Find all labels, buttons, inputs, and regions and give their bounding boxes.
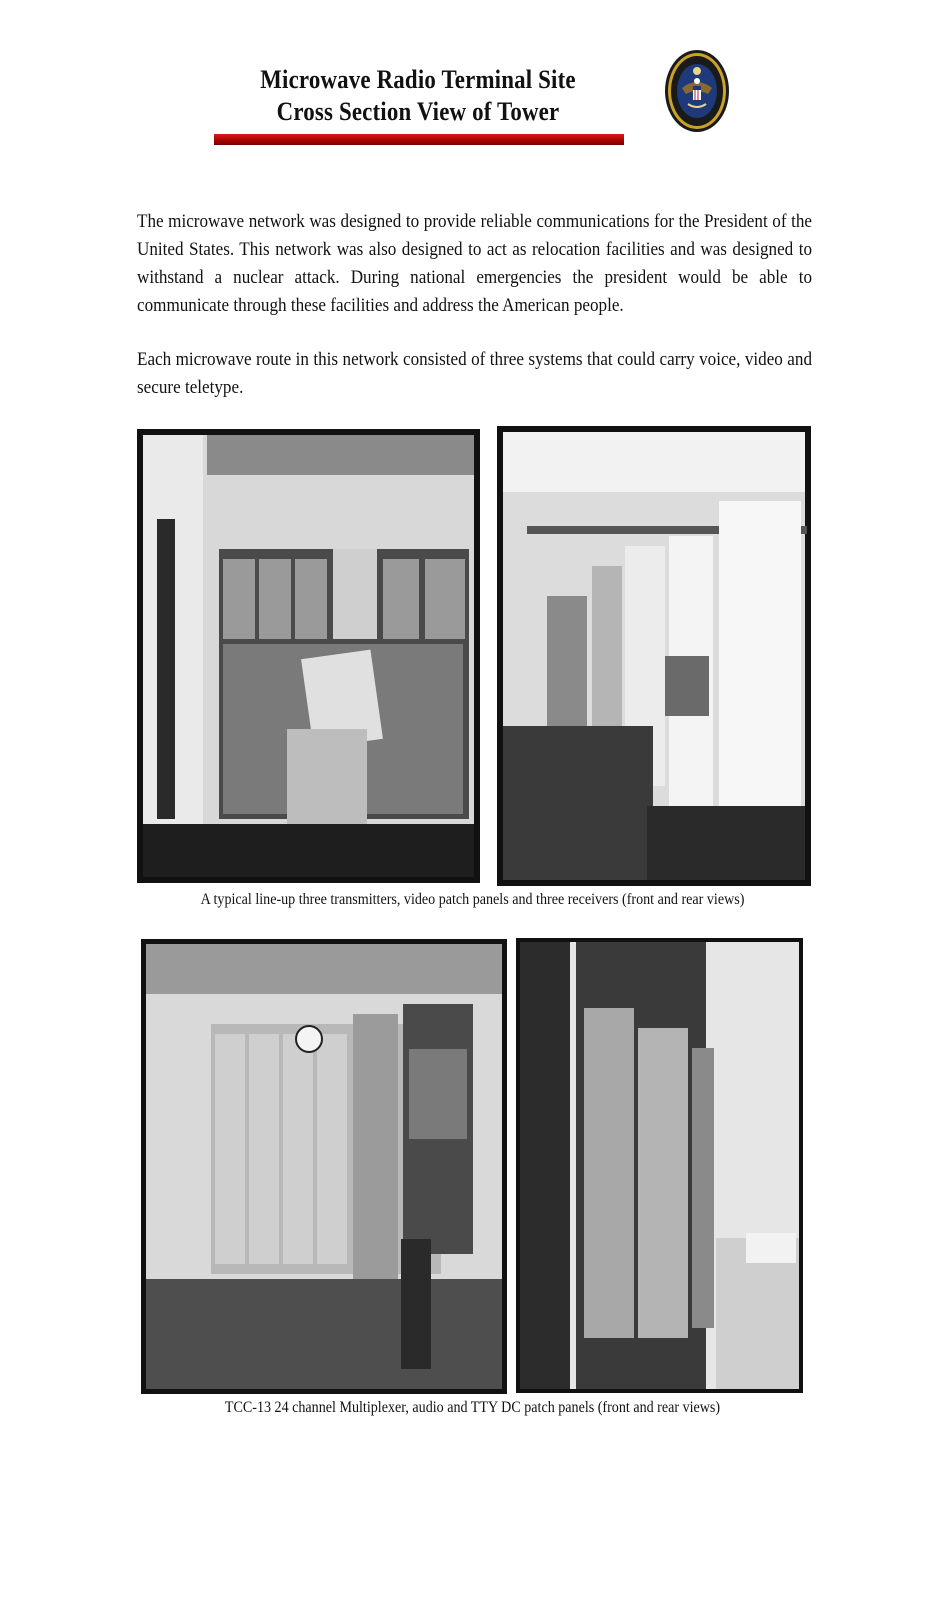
figure2-caption: TCC-13 24 channel Multiplexer, audio and TTY DC patch panels (front and rear views) bbox=[224, 1399, 721, 1416]
multiplexer-front-photo bbox=[141, 939, 507, 1394]
title-line-1: Microwave Radio Terminal Site bbox=[260, 65, 576, 94]
intro-paragraph: The microwave network was designed to provide reliable communications for the President of the United States. This network was also designed to act as relocation facilities and was designed to withstand a nuclear attack. During national emergencies the president would be able to communicate through these facilities and address the American people. bbox=[137, 211, 812, 316]
title-line-2: Cross Section View of Tower bbox=[276, 97, 560, 126]
routes-paragraph: Each microwave route in this network consisted of three systems that could carry voice, video and secure teletype. bbox=[137, 349, 812, 398]
transmitters-rear-photo bbox=[497, 426, 811, 886]
figure1-caption: A typical line-up three transmitters, video patch panels and three receivers (front and rear views) bbox=[200, 891, 745, 908]
multiplexer-rear-photo bbox=[516, 938, 803, 1393]
transmitters-front-photo bbox=[137, 429, 480, 883]
page-title bbox=[237, 64, 600, 128]
title-underline bbox=[214, 134, 624, 145]
presidential-seal-logo bbox=[664, 48, 730, 134]
